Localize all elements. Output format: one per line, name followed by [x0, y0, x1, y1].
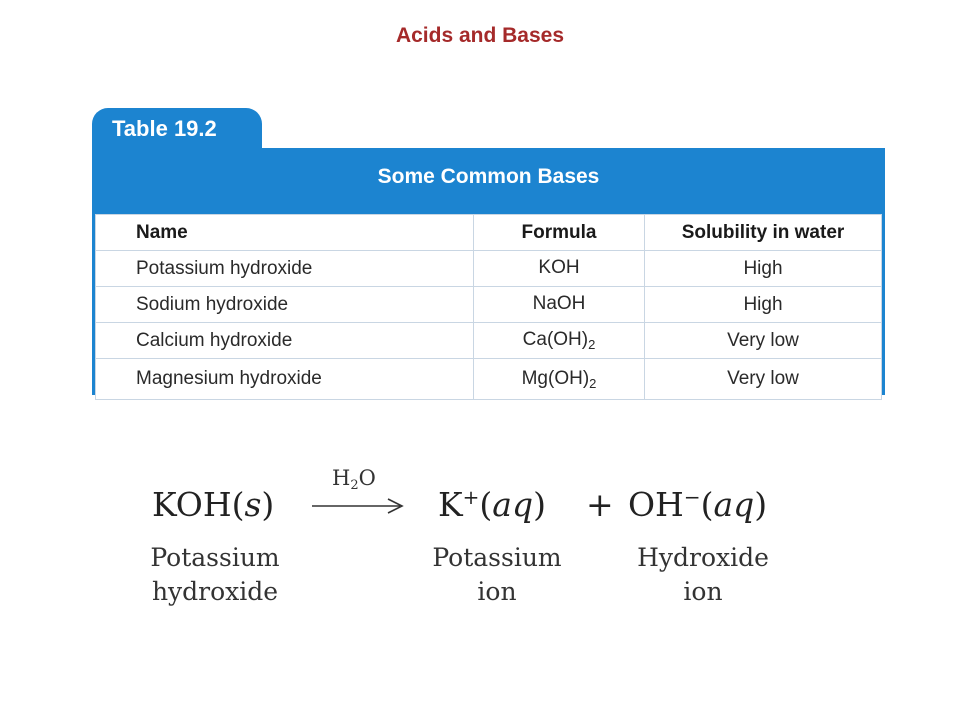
cell-formula — [474, 323, 645, 359]
product2-state: aq — [713, 485, 755, 524]
cell-name: Potassium hydroxide — [96, 251, 474, 287]
formula-subscript: 2 — [589, 375, 597, 391]
product1-charge: + — [462, 485, 480, 509]
cell-name: Magnesium hydroxide — [96, 359, 474, 400]
header-name: Name — [96, 215, 474, 251]
product2-charge: − — [683, 485, 701, 509]
product1-label: Potassium ion — [432, 543, 562, 606]
table-caption: Some Common Bases — [377, 165, 600, 188]
bases-table — [95, 214, 882, 400]
reaction-arrow — [310, 466, 406, 526]
header-formula: Formula — [474, 215, 645, 251]
formula-text: Ca(OH) — [522, 329, 589, 350]
product2-label: Hydroxide ion — [637, 543, 769, 606]
plus-sign: + — [586, 485, 614, 524]
header-solubility: Solubility in water — [645, 215, 882, 251]
product1-state: aq — [492, 485, 534, 524]
cell-solubility: High — [645, 251, 882, 287]
arrow-condition: $H_2O$ — [332, 466, 376, 493]
cell-solubility: Very low — [645, 359, 882, 400]
table-number-tab: Table 19.2 — [92, 108, 262, 152]
cell-solubility: Very low — [645, 323, 882, 359]
arrow-icon — [310, 466, 406, 526]
product2-formula: OH−(aq) — [628, 485, 768, 524]
slide-title: Acids and Bases — [395, 24, 565, 47]
table-row — [96, 287, 882, 323]
table-row — [96, 323, 882, 359]
cell-formula — [474, 251, 645, 287]
formula-text: KOH — [538, 257, 580, 278]
reactant-formula: KOH(s) — [152, 485, 275, 524]
formula-text: Mg(OH) — [521, 367, 590, 389]
table-caption-band — [92, 148, 885, 214]
cell-name: Calcium hydroxide — [96, 323, 474, 359]
product1-formula: K+(aq) — [438, 485, 546, 524]
cell-formula — [474, 287, 645, 323]
cell-solubility: High — [645, 287, 882, 323]
formula-subscript: 2 — [588, 337, 596, 352]
cell-formula — [474, 359, 645, 400]
reactant-label: Potassium hydroxide — [150, 543, 280, 606]
table-row — [96, 251, 882, 287]
cell-name: Sodium hydroxide — [96, 287, 474, 323]
reactant-state: s — [244, 485, 262, 524]
formula-text: NaOH — [532, 293, 586, 314]
table-header-row — [96, 215, 882, 251]
table-row — [96, 359, 882, 400]
